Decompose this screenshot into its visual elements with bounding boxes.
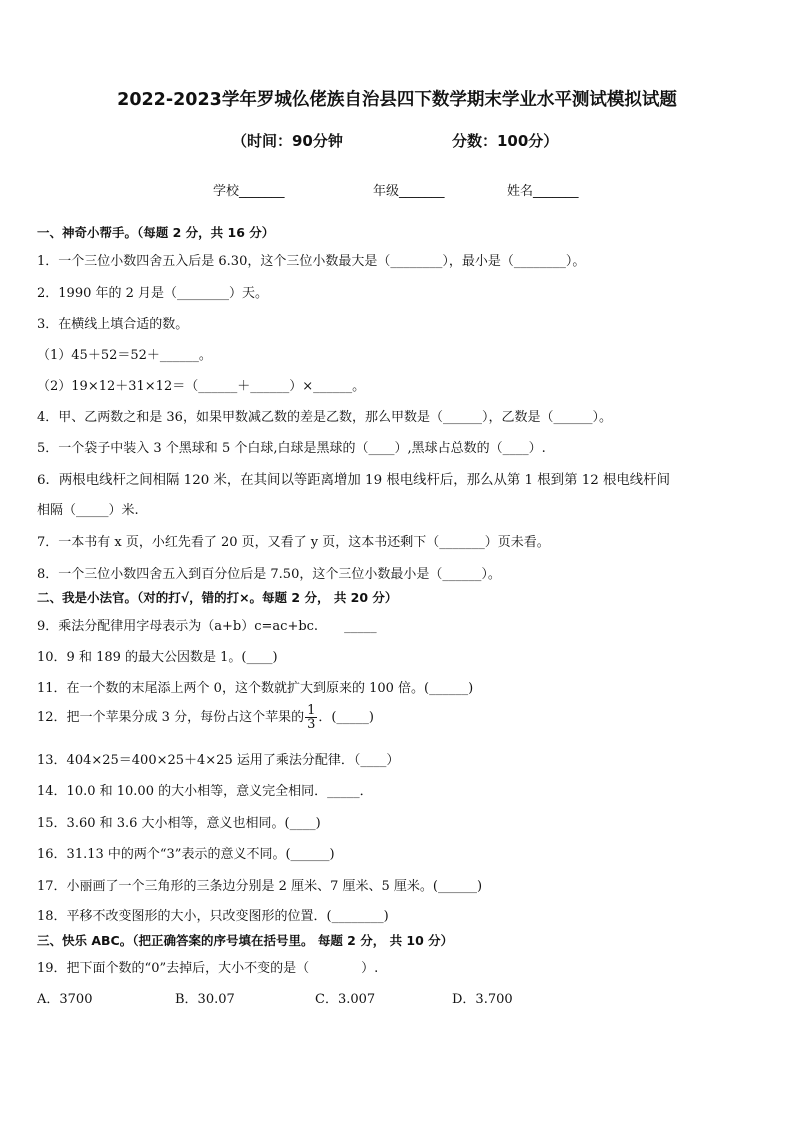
question-17: 17．小丽画了一个三角形的三条边分别是 2 厘米、7 厘米、5 厘米。(______) <box>37 879 483 894</box>
question-13: 13．404×25＝400×25＋4×25 运用了乘法分配律．（____） <box>37 753 400 768</box>
section-2-heading: 二、我是小法官。（对的打√，错的打×。每题 2 分， 共 20 分） <box>37 590 398 605</box>
question-14: 14．10.0 和 10.00 的大小相等，意义完全相同．_____． <box>37 784 373 799</box>
option-a: A．3700 <box>37 992 93 1007</box>
exam-score: 分数：100分） <box>452 132 559 150</box>
option-d: D．3.700 <box>452 992 513 1007</box>
section-3-heading: 三、快乐 ABC。（把正确答案的序号填在括号里。 每题 2 分， 共 10 分） <box>37 933 454 948</box>
question-12 <box>37 704 374 731</box>
grade-field: 年级_______ <box>373 184 445 199</box>
question-19: 19．把下面个数的“0”去掉后，大小不变的是（ ）. <box>37 961 379 976</box>
option-c: C．3.007 <box>315 992 376 1007</box>
question-4: 4．甲、乙两数之和是 36，如果甲数减乙数的差是乙数，那么甲数是（______），乙数是（______）。 <box>37 410 612 425</box>
question-3-part-1: （1）45＋52＝52＋______。 <box>37 348 212 363</box>
question-18: 18．平移不改变图形的大小，只改变图形的位置．(________) <box>37 909 389 924</box>
section-1-heading: 一、神奇小帮手。（每题 2 分，共 16 分） <box>37 225 275 240</box>
question-8: 8．一个三位小数四舍五入到百分位后是 7.50，这个三位小数最小是（______）。 <box>37 567 501 582</box>
exam-time: （时间：90分钟 <box>232 132 343 150</box>
fraction-one-third <box>305 704 317 731</box>
question-7: 7．一本书有 x 页，小红先看了 20 页，又看了 y 页，这本书还剩下（_______）页未看。 <box>37 535 550 550</box>
question-10: 10．9 和 189 的最大公因数是 1。(____) <box>37 650 278 665</box>
page-title: 2022-2023学年罗城仫佬族自治县四下数学期末学业水平测试模拟试题 <box>117 90 677 110</box>
question-5: 5．一个袋子中装入 3 个黑球和 5 个白球,白球是黑球的（____）,黑球占总数的（____）. <box>37 441 546 456</box>
question-6-line-1: 6．两根电线杆之间相隔 120 米，在其间以等距离增加 19 根电线杆后，那么从第 1 根到第 12 根电线杆间 <box>37 473 670 488</box>
school-field: 学校_______ <box>213 184 285 199</box>
question-12-text: 12．把一个苹果分成 3 分，每份占这个苹果的 <box>37 710 305 725</box>
fraction-denominator: 3 <box>307 717 316 732</box>
question-15: 15．3.60 和 3.6 大小相等，意义也相同。(____) <box>37 816 321 831</box>
question-3-part-2: （2）19×12＋31×12＝（______＋______）×______。 <box>37 379 366 394</box>
question-11: 11．在一个数的末尾添上两个 0，这个数就扩大到原来的 100 倍。(______) <box>37 681 474 696</box>
question-3: 3．在横线上填合适的数。 <box>37 317 189 332</box>
question-16: 16．31.13 中的两个“3”表示的意义不同。(______) <box>37 847 335 862</box>
option-b: B．30.07 <box>175 992 235 1007</box>
question-1: 1．一个三位小数四舍五入后是 6.30，这个三位小数最大是（________），最小是（________）。 <box>37 254 586 269</box>
fraction-numerator: 1 <box>307 703 316 718</box>
name-field: 姓名_______ <box>507 184 579 199</box>
question-9: 9．乘法分配律用字母表示为（a+b）c=ac+bc. _____ <box>37 619 377 634</box>
question-2: 2．1990 年的 2 月是（________）天。 <box>37 286 269 301</box>
question-12-answer: ．(_____) <box>318 710 375 725</box>
question-6-line-2: 相隔（_____）米. <box>37 503 139 518</box>
